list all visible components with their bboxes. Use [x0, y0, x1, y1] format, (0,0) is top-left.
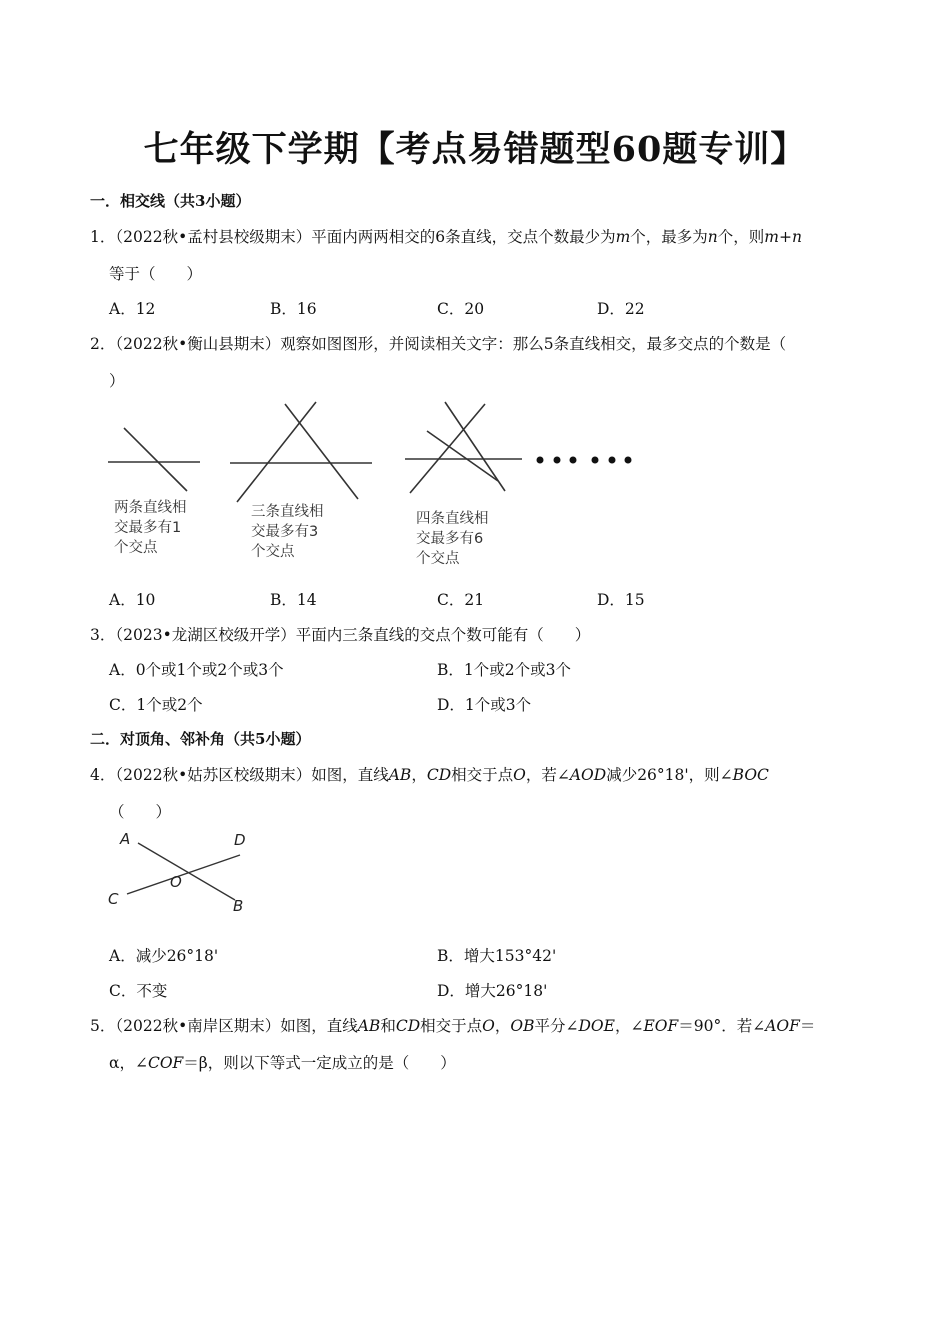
question-text: 和	[380, 1017, 396, 1035]
label-c: C	[108, 890, 119, 908]
line	[427, 431, 498, 481]
line	[410, 404, 485, 493]
option-d[interactable]: D．增大26°18'	[437, 982, 548, 1000]
question-2-line-2: ）	[109, 372, 125, 390]
angle-figure	[100, 825, 260, 920]
option-c[interactable]: C．不变	[109, 982, 168, 1000]
option-d[interactable]: D．22	[597, 300, 645, 318]
option-a[interactable]: A．12	[109, 300, 156, 318]
label-a: A	[120, 830, 131, 848]
question-text: （2022秋•衡山县期末）观察如图图形，并阅读相关文字：那么5条直线相交，最多交点的个数是（	[115, 335, 787, 353]
var-o: O	[482, 1017, 495, 1035]
question-text: 平分∠	[534, 1017, 579, 1035]
label-d: D	[234, 831, 246, 849]
question-text: （2023•龙湖区校级开学）平面内三条直线的交点个数可能有（ ）	[115, 626, 591, 644]
question-5-line-1	[90, 1014, 815, 1036]
option-b[interactable]: B．增大153°42'	[437, 947, 557, 965]
page-title: 七年级下学期【考点易错题型60题专训】	[143, 129, 807, 170]
option-a[interactable]: A．0个或1个或2个或3个	[109, 661, 284, 679]
line-cd	[127, 855, 240, 894]
question-text: （2022秋•孟村县校级期末）平面内两两相交的6条直线，交点个数最少为	[115, 228, 616, 246]
question-text: α，∠	[109, 1054, 148, 1072]
question-text: ，	[494, 1017, 511, 1035]
question-text: ＝90°．若∠	[678, 1017, 766, 1035]
ellipsis-dot	[554, 457, 561, 464]
line	[237, 402, 316, 502]
label-o: O	[170, 873, 182, 891]
var-ab: AB	[388, 766, 412, 784]
question-text: ，∠	[614, 1017, 644, 1035]
caption-line: 个交点	[416, 551, 460, 567]
line-ab	[138, 843, 235, 900]
section-heading: 一．相交线（共3小题）	[90, 192, 251, 210]
question-1-line-1	[90, 225, 802, 247]
option-c[interactable]: C．21	[437, 591, 485, 609]
question-number: 4．	[90, 766, 116, 784]
option-a[interactable]: A．10	[109, 591, 156, 609]
option-b[interactable]: B．1个或2个或3个	[437, 661, 571, 679]
question-3-line-1	[90, 623, 590, 645]
question-text: ＝	[799, 1017, 816, 1035]
caption-line: 四条直线相	[416, 511, 489, 527]
option-d[interactable]: D．15	[597, 591, 645, 609]
question-text: ，	[411, 766, 427, 784]
caption-line: 交最多有6	[416, 531, 484, 547]
option-c[interactable]: C．1个或2个	[109, 696, 203, 714]
option-c[interactable]: C．20	[437, 300, 485, 318]
ellipsis-dot	[609, 457, 616, 464]
var-o: O	[513, 766, 526, 784]
var-mn: m+n	[764, 228, 802, 246]
question-number: 1．	[90, 228, 116, 246]
caption-line: 个交点	[251, 544, 295, 560]
question-text: ＝β，则以下等式一定成立的是（ ）	[183, 1054, 456, 1072]
question-number: 3．	[90, 626, 116, 644]
question-text: ，若∠	[525, 766, 570, 784]
var-cd: CD	[426, 766, 452, 784]
section-heading: 二．对顶角、邻补角（共5小题）	[90, 730, 311, 748]
caption-line: 三条直线相	[251, 504, 324, 520]
question-5-line-2	[109, 1051, 456, 1073]
question-4-line-2: （ ）	[109, 803, 172, 821]
var-cd: CD	[395, 1017, 421, 1035]
question-2-line-1	[90, 332, 786, 354]
var-aod: AOD	[569, 766, 607, 784]
var-aof: AOF	[765, 1017, 800, 1035]
question-text: 个，则	[717, 228, 765, 246]
question-text: （2022秋•姑苏区校级期末）如图，直线	[115, 766, 389, 784]
question-1-line-2: 等于（ ）	[109, 265, 203, 283]
var-eof: EOF	[643, 1017, 679, 1035]
var-m: m	[615, 228, 631, 246]
question-text: 个，最多为	[630, 228, 708, 246]
question-text: 相交于点	[420, 1017, 483, 1035]
question-text: （2022秋•南岸区期末）如图，直线	[115, 1017, 358, 1035]
caption-line: 交最多有1	[114, 520, 182, 536]
option-a[interactable]: A．减少26°18'	[109, 947, 219, 965]
question-text: 减少26°18'，则∠	[606, 766, 733, 784]
line	[285, 404, 358, 499]
lines-intersection-figure	[100, 395, 640, 575]
option-b[interactable]: B．14	[270, 591, 317, 609]
var-n: n	[707, 228, 718, 246]
var-ob: OB	[510, 1017, 535, 1035]
option-b[interactable]: B．16	[270, 300, 317, 318]
caption-line: 交最多有3	[251, 524, 319, 540]
option-d[interactable]: D．1个或3个	[437, 696, 532, 714]
ellipsis-dot	[625, 457, 632, 464]
var-cof: COF	[147, 1054, 184, 1072]
line	[124, 428, 187, 491]
var-ab: AB	[357, 1017, 381, 1035]
label-b: B	[233, 897, 244, 915]
ellipsis-dot	[592, 457, 599, 464]
question-number: 2．	[90, 335, 116, 353]
caption-line: 两条直线相	[114, 500, 187, 516]
var-boc: BOC	[732, 766, 769, 784]
ellipsis-dot	[537, 457, 544, 464]
ellipsis-dot	[570, 457, 577, 464]
caption-line: 个交点	[114, 540, 158, 556]
question-number: 5．	[90, 1017, 116, 1035]
question-text: 相交于点	[451, 766, 514, 784]
var-doe: DOE	[578, 1017, 615, 1035]
question-4-line-1	[90, 763, 769, 785]
